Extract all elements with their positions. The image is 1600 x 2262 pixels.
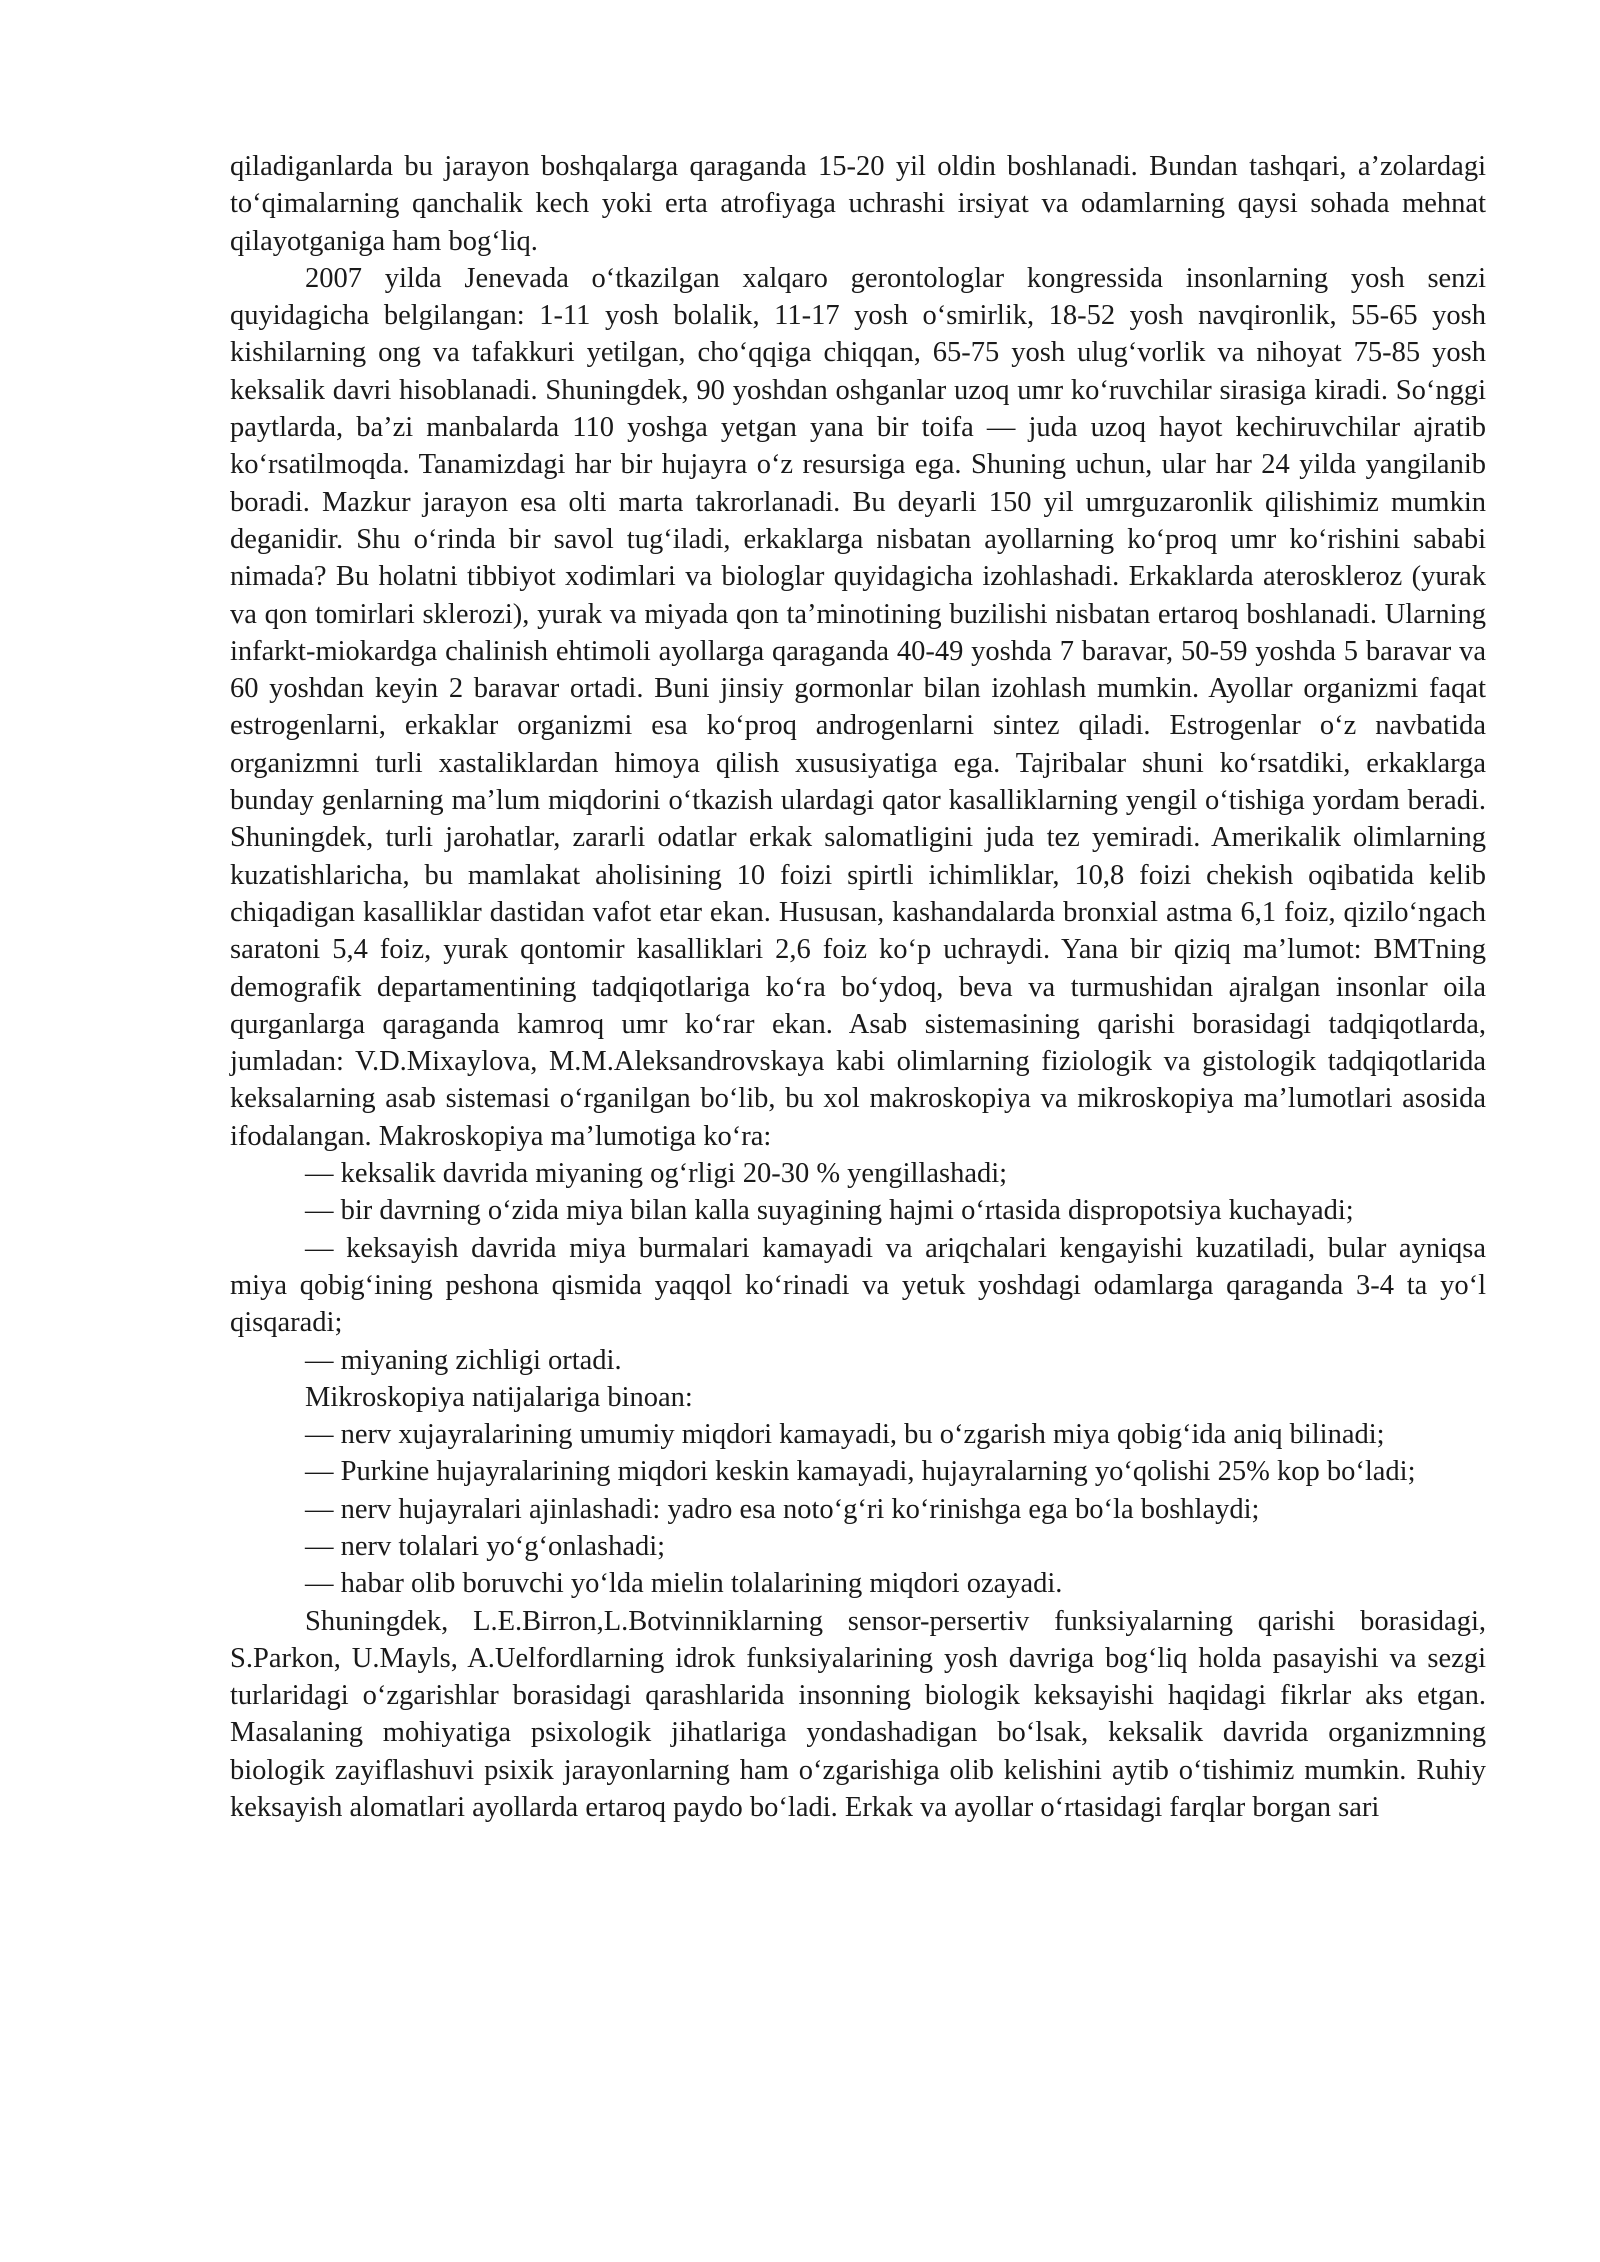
- paragraph: Mikroskopiya natijalariga binoan:: [305, 1381, 693, 1413]
- document-page: [230, 148, 1486, 1826]
- list-item: — habar olib boruvchi yo‘lda mielin tolalarining miqdori ozayadi.: [305, 1568, 1063, 1600]
- list-item: — keksayish davrida miya burmalari kamayadi va ariqchalari kengayishi kuzatiladi, bular ayniqsa miya qobig‘ining peshona qismida yaqqol ko‘rinadi va yetuk yoshdagi odamlarga qaraganda 3-4 ta yo‘l qisqaradi;: [230, 1232, 1486, 1339]
- list-item: — nerv hujayralari ajinlashadi: yadro esa noto‘g‘ri ko‘rinishga ega bo‘la boshlaydi;: [305, 1493, 1260, 1525]
- list-item: — nerv tolalari yo‘g‘onlashadi;: [305, 1530, 666, 1562]
- list-item: — miyaning zichligi ortadi.: [305, 1344, 622, 1376]
- list-item: — keksalik davrida miyaning og‘rligi 20-30 % yengillashadi;: [305, 1158, 1008, 1190]
- paragraph: Shuningdek, L.E.Birron,L.Botvinniklarning sensor-persertiv funksiyalarning qarishi borasidagi, S.Parkon, U.Mayls, A.Uelfordlarning idrok funksiyalarining yosh davriga bog‘liq holda pasayishi va sezgi turlaridagi o‘zgarishlar borasidagi qarashlarida insonning biologik keksayishi haqidagi fikrlar aks etgan. Masalaning mohiyatiga psixologik jihatlariga yondashadigan bo‘lsak, keksalik davrida organizmning biologik zayiflashuvi psixik jarayonlarning ham o‘zgarishiga olib kelishini aytib o‘tishimiz mumkin. Ruhiy keksayish alomatlari ayollarda ertaroq paydo bo‘ladi. Erkak va ayollar o‘rtasidagi farqlar borgan sari: [230, 1605, 1486, 1824]
- paragraph: 2007 yilda Jenevada o‘tkazilgan xalqaro gerontologlar kongressida insonlarning yosh senzi quyidagicha belgilangan: 1-11 yosh bolalik, 11-17 yosh o‘smirlik, 18-52 yosh navqironlik, 55-65 yosh kishilarning ong va tafakkuri yetilgan, cho‘qqiga chiqqan, 65-75 yosh ulug‘vorlik va nihoyat 75-85 yosh keksalik davri hisoblanadi. Shuningdek, 90 yoshdan oshganlar uzoq umr ko‘ruvchilar sirasiga kiradi. So‘nggi paytlarda, ba’zi manbalarda 110 yoshga yetgan yana bir toifa — juda uzoq hayot kechiruvchilar ajratib ko‘rsatilmoqda. Tanamizdagi har bir hujayra o‘z resursiga ega. Shuning uchun, ular har 24 yilda yangilanib boradi. Mazkur jarayon esa olti marta takrorlanadi. Bu deyarli 150 yil umrguzaronlik qilishimiz mumkin deganidir. Shu o‘rinda bir savol tug‘iladi, erkaklarga nisbatan ayollarning ko‘proq umr ko‘rishini sababi nimada? Bu holatni tibbiyot xodimlari va biologlar quyidagicha izohlashadi. Erkaklarda ateroskleroz (yurak va qon tomirlari sklerozi), yurak va miyada qon ta’minotining buzilishi nisbatan ertaroq boshlanadi. Ularning infarkt-miokardga chalinish ehtimoli ayollarga qaraganda 40-49 yoshda 7 baravar, 50-59 yoshda 5 baravar va 60 yoshdan keyin 2 baravar ortadi. Buni jinsiy gormonlar bilan izohlash mumkin. Ayollar organizmi faqat estrogenlarni, erkaklar organizmi esa ko‘proq androgenlarni sintez qiladi. Estrogenlar o‘z navbatida organizmni turli xastaliklardan himoya qilish xususiyatiga ega. Tajribalar shuni ko‘rsatdiki, erkaklarga bunday genlarning ma’lum miqdorini o‘tkazish ulardagi qator kasalliklarning yengil o‘tishiga yordam beradi. Shuningdek, turli jarohatlar, zararli odatlar erkak salomatligini juda tez yemiradi. Amerikalik olimlarning kuzatishlaricha, bu mamlakat aholisining 10 foizi spirtli ichimliklar, 10,8 foizi chekish oqibatida kelib chiqadigan kasalliklar dastidan vafot etar ekan. Hususan, kashandalarda bronxial astma 6,1 foiz, qizilo‘ngach saratoni 5,4 foiz, yurak qontomir kasalliklari 2,6 foiz ko‘p uchraydi. Yana bir qiziq ma’lumot: BMTning demografik departamentining tadqiqotlariga ko‘ra bo‘ydoq, beva va turmushidan ajralgan insonlar oila qurganlarga qaraganda kamroq umr ko‘rar ekan. Asab sistemasining qarishi borasidagi tadqiqotlarda, jumladan: V.D.Mixaylova, M.M.Aleksandrovskaya kabi olimlarning fiziologik va gistologik tadqiqotlarida keksalarning asab sistemasi o‘rganilgan bo‘lib, bu xol makroskopiya va mikroskopiya ma’lumotlari asosida ifodalangan. Makroskopiya ma’lumotiga ko‘ra:: [230, 262, 1486, 1152]
- list-item: — nerv xujayralarining umumiy miqdori kamayadi, bu o‘zgarish miya qobig‘ida aniq bilinadi;: [305, 1419, 1385, 1451]
- list-item: — Purkine hujayralarining miqdori keskin kamayadi, hujayralarning yo‘qolishi 25% kop bo‘ladi;: [305, 1456, 1416, 1488]
- list-item: — bir davrning o‘zida miya bilan kalla suyagining hajmi o‘rtasida dispropotsiya kuchayadi;: [305, 1195, 1354, 1227]
- paragraph: qiladiganlarda bu jarayon boshqalarga qaraganda 15-20 yil oldin boshlanadi. Bundan tashqari, a’zolardagi to‘qimalarning qanchalik kech yoki erta atrofiyaga uchrashi irsiyat va odamlarning qaysi sohada mehnat qilayotganiga ham bog‘liq.: [230, 151, 1486, 257]
